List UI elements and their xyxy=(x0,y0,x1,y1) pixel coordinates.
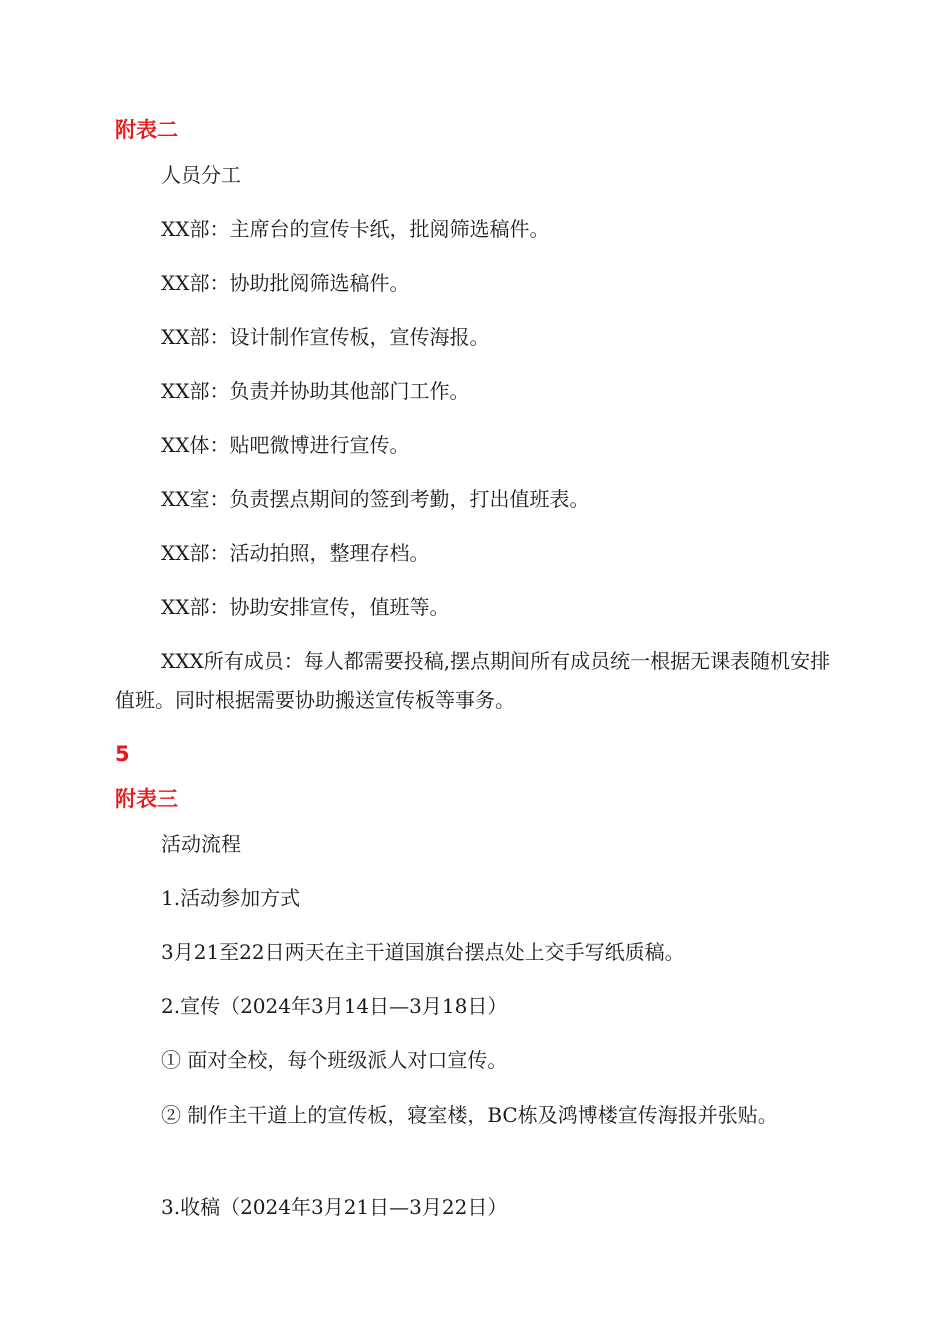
appendix-three-heading: 附表三 xyxy=(115,787,178,811)
division-line: XX部：协助批阅筛选稿件。 xyxy=(161,271,410,295)
division-line: XX体：贴吧微博进行宣传。 xyxy=(161,433,410,457)
activity-flow-title: 活动流程 xyxy=(161,832,241,856)
division-line: XX部：负责并协助其他部门工作。 xyxy=(161,379,470,403)
division-line: XX部：设计制作宣传板，宣传海报。 xyxy=(161,325,490,349)
flow-line: 2.宣传（2024年3月14日—3月18日） xyxy=(161,994,508,1018)
division-line: XX部：主席台的宣传卡纸，批阅筛选稿件。 xyxy=(161,217,550,241)
flow-line: 3月21至22日两天在主干道国旗台摆点处上交手写纸质稿。 xyxy=(161,940,685,964)
flow-line: 1.活动参加方式 xyxy=(161,886,301,910)
staff-division-title: 人员分工 xyxy=(161,163,241,187)
flow-line: ① 面对全校，每个班级派人对口宣传。 xyxy=(161,1048,508,1072)
division-line: XX部：协助安排宣传，值班等。 xyxy=(161,595,450,619)
page-number: 5 xyxy=(115,742,130,766)
appendix-two-heading: 附表二 xyxy=(115,118,178,142)
poster-paragraph: ② 制作主干道上的宣传板，寝室楼，BC栋及鸿博楼宣传海报并张贴。 xyxy=(161,1103,778,1127)
division-line: XX室：负责摆点期间的签到考勤，打出值班表。 xyxy=(161,487,590,511)
flow-line: 3.收稿（2024年3月21日—3月22日） xyxy=(161,1195,508,1219)
all-members-paragraph: XXX所有成员：每人都需要投稿,摆点期间所有成员统一根据无课表随机安排值班。同时根据需要协助搬送宣传板等事务。 xyxy=(115,649,831,712)
division-line: XX部：活动拍照，整理存档。 xyxy=(161,541,430,565)
